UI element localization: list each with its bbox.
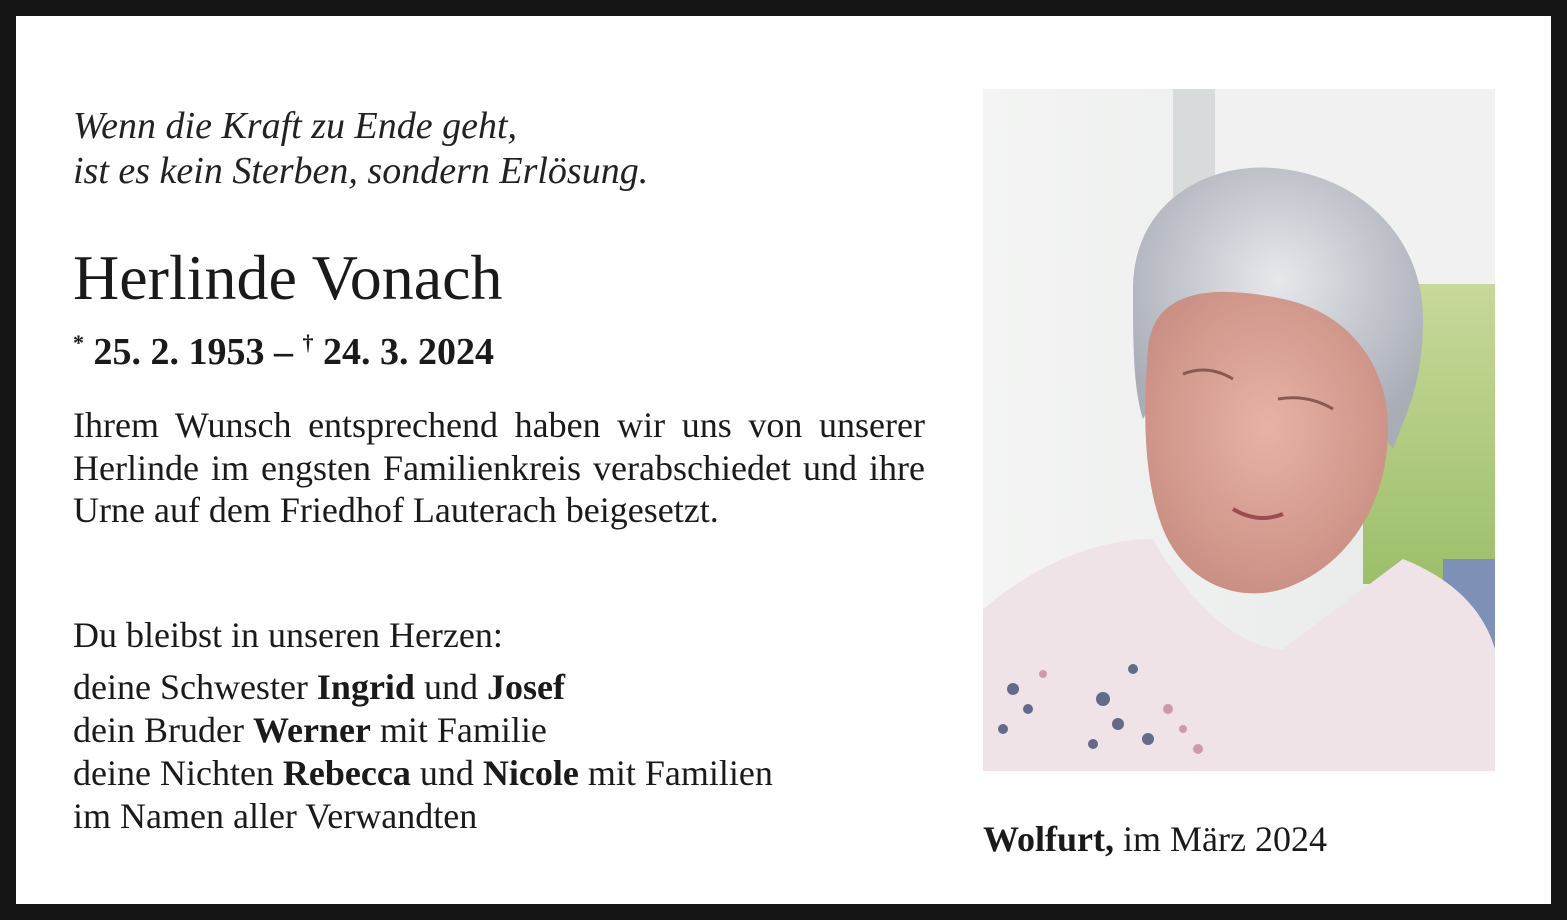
quote-line-1: Wenn die Kraft zu Ende geht, (73, 105, 517, 147)
place-town: Wolfurt, (983, 819, 1114, 859)
family-line (73, 795, 773, 838)
place-date: im März 2024 (1114, 819, 1327, 859)
deceased-name: Herlinde Vonach (73, 242, 503, 313)
family-text: und (414, 667, 487, 707)
portrait-image (983, 89, 1495, 771)
family-line (73, 709, 773, 752)
family-name: Nicole (482, 753, 579, 793)
family-text: deine Schwester (73, 667, 317, 707)
family-text: deine Nichten (73, 753, 283, 793)
family-text: im Namen aller Verwandten (73, 796, 478, 836)
life-dates (73, 320, 494, 375)
notice-body: Ihrem Wunsch entsprechend haben wir uns von unserer Herlinde im engsten Familienkreis verabschiedet und ihre Urne auf dem Friedhof Lauterach beigesetzt. (73, 405, 925, 530)
quote-line-2: ist es kein Sterben, sondern Erlösung. (73, 150, 649, 192)
family-name: Ingrid (316, 667, 415, 707)
family-list (73, 666, 773, 838)
family-text: mit Familien (578, 753, 773, 793)
death-date: 24. 3. 2024 (323, 331, 494, 373)
family-name: Josef (486, 667, 565, 707)
family-text: und (410, 753, 483, 793)
birth-symbol: * (73, 330, 84, 355)
place-and-date (983, 816, 1327, 862)
closing-line: Du bleibst in unseren Herzen: (73, 615, 503, 655)
family-line (73, 666, 773, 709)
family-text: dein Bruder (73, 710, 253, 750)
family-name: Werner (252, 710, 371, 750)
date-separator: – (274, 331, 293, 373)
death-symbol: † (302, 330, 314, 355)
portrait-photo (983, 89, 1495, 771)
family-line (73, 752, 773, 795)
family-text: mit Familie (370, 710, 547, 750)
family-name: Rebecca (282, 753, 411, 793)
memorial-quote (73, 104, 753, 194)
birth-date: 25. 2. 1953 (93, 331, 265, 373)
